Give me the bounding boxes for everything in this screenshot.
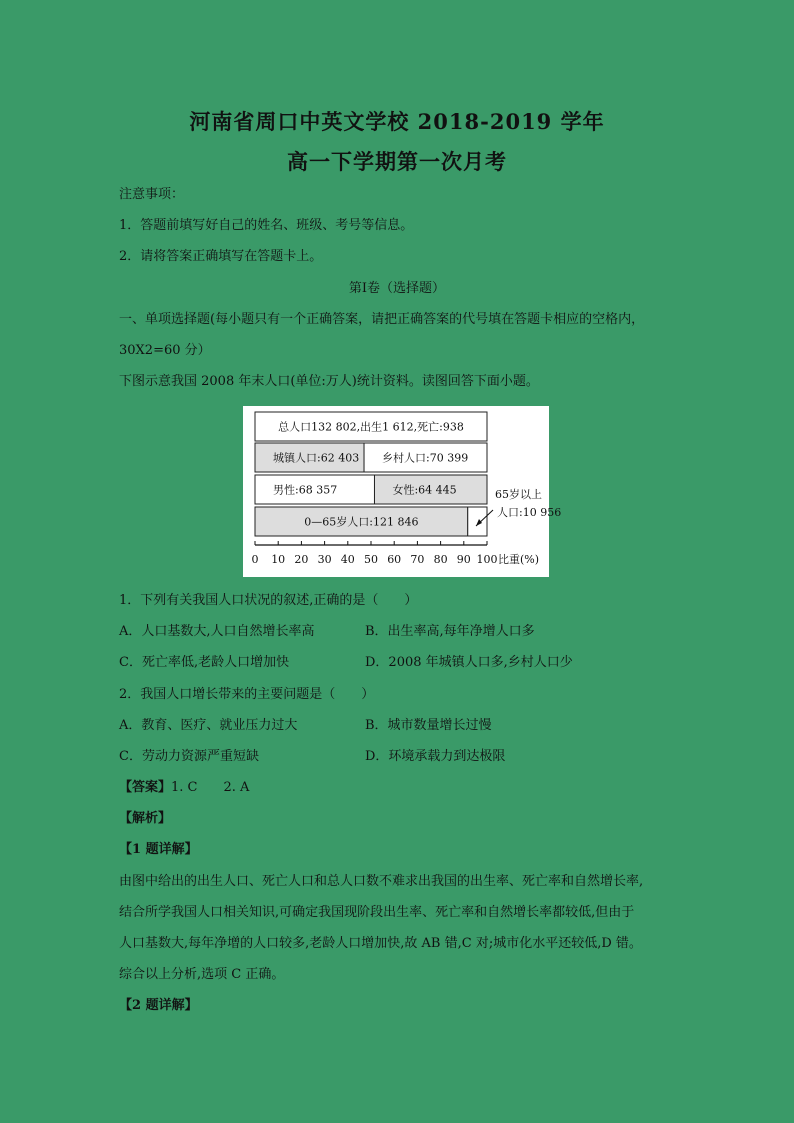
q1-option-a: A．人口基数大,人口自然增长率高 xyxy=(119,624,315,639)
chart-x-tick-label: 80 xyxy=(433,553,448,566)
chart-x-tick-label: 10 xyxy=(271,553,286,566)
detail-1-line-2: 结合所学我国人口相关知识,可确定我国现阶段出生率、死亡率和自然增长率都较低,但由于 xyxy=(119,905,635,920)
exam-title: 河南省周口中英文学校 2018-2019 学年 xyxy=(189,109,605,134)
population-chart xyxy=(243,406,562,577)
chart-annotation-line2: 人口:10 956 xyxy=(497,506,562,519)
chart-x-axis-label: 比重(%) xyxy=(498,553,540,566)
detail-1-label: 【1 题详解】 xyxy=(119,842,198,857)
section-title: 第Ⅰ卷（选择题） xyxy=(348,281,446,296)
exam-subtitle: 高一下学期第一次月考 xyxy=(287,149,507,174)
answer-line xyxy=(119,779,249,797)
analysis-label: 【解析】 xyxy=(119,811,172,826)
chart-bar-label: 城镇人口:62 403 xyxy=(273,451,360,465)
chart-x-tick-label: 20 xyxy=(294,553,309,566)
answer-text: 1. C 2. A xyxy=(171,780,250,795)
question-2: 2．我国人口增长带来的主要问题是（ ） xyxy=(119,687,375,702)
q2-option-a: A．教育、医疗、就业压力过大 xyxy=(119,718,298,733)
q2-option-d: D．环境承载力到达极限 xyxy=(365,749,506,764)
q1-option-b: B．出生率高,每年净增人口多 xyxy=(365,624,535,639)
notice-item-2: 2．请将答案正确填写在答题卡上。 xyxy=(119,249,323,264)
chart-x-tick-label: 0 xyxy=(251,553,259,566)
chart-annotation-line1: 65岁以上 xyxy=(495,488,542,501)
chart-x-tick-label: 70 xyxy=(410,553,425,566)
chart-x-tick-label: 60 xyxy=(387,553,402,566)
q1-option-c: C．死亡率低,老龄人口增加快 xyxy=(119,655,290,670)
answer-label: 【答案】 xyxy=(119,780,172,795)
chart-bar-label: 乡村人口:70 399 xyxy=(382,451,469,465)
notice-heading: 注意事项： xyxy=(119,187,185,202)
detail-2-label: 【2 题详解】 xyxy=(119,998,198,1013)
detail-1-line-4: 综合以上分析,选项 C 正确。 xyxy=(119,967,285,982)
chart-bar-label: 总人口132 802,出生1 612,死亡:938 xyxy=(278,420,464,434)
chart-x-tick-label: 30 xyxy=(317,553,332,566)
q2-option-b: B．城市数量增长过慢 xyxy=(365,718,492,733)
chart-x-tick-label: 40 xyxy=(340,553,355,566)
chart-bar-segment xyxy=(468,507,487,536)
chart-x-tick-label: 90 xyxy=(456,553,471,566)
q1-option-d: D．2008 年城镇人口多,乡村人口少 xyxy=(365,655,573,670)
notice-item-1: 1．答题前填写好自己的姓名、班级、考号等信息。 xyxy=(119,218,414,233)
chart-svg xyxy=(243,406,562,577)
question-1: 1．下列有关我国人口状况的叙述,正确的是（ ） xyxy=(119,593,418,608)
detail-1-line-3: 人口基数大,每年净增的人口较多,老龄人口增加快,故 AB 错,C 对;城市化水平还较低,D 错。 xyxy=(119,936,642,951)
q2-option-c: C．劳动力资源严重短缺 xyxy=(119,749,259,764)
chart-bar-label: 男性:68 357 xyxy=(273,483,338,497)
part1-instruction-cont: 30X2=60 分） xyxy=(119,343,211,358)
figure-intro: 下图示意我国 2008 年末人口(单位:万人)统计资料。读图回答下面小题。 xyxy=(119,374,539,389)
chart-x-tick-label: 50 xyxy=(364,553,378,566)
chart-bar-label: 女性:64 445 xyxy=(392,483,457,497)
part1-instruction: 一、单项选择题(每小题只有一个正确答案，请把正确答案的代号填在答题卡相应的空格内， xyxy=(119,312,645,327)
detail-1-line-1: 由图中给出的出生人口、死亡人口和总人口数不难求出我国的出生率、死亡率和自然增长率, xyxy=(119,874,644,889)
chart-x-tick-label: 100 xyxy=(476,553,498,566)
chart-bar-label: 0—65岁人口:121 846 xyxy=(304,515,419,529)
